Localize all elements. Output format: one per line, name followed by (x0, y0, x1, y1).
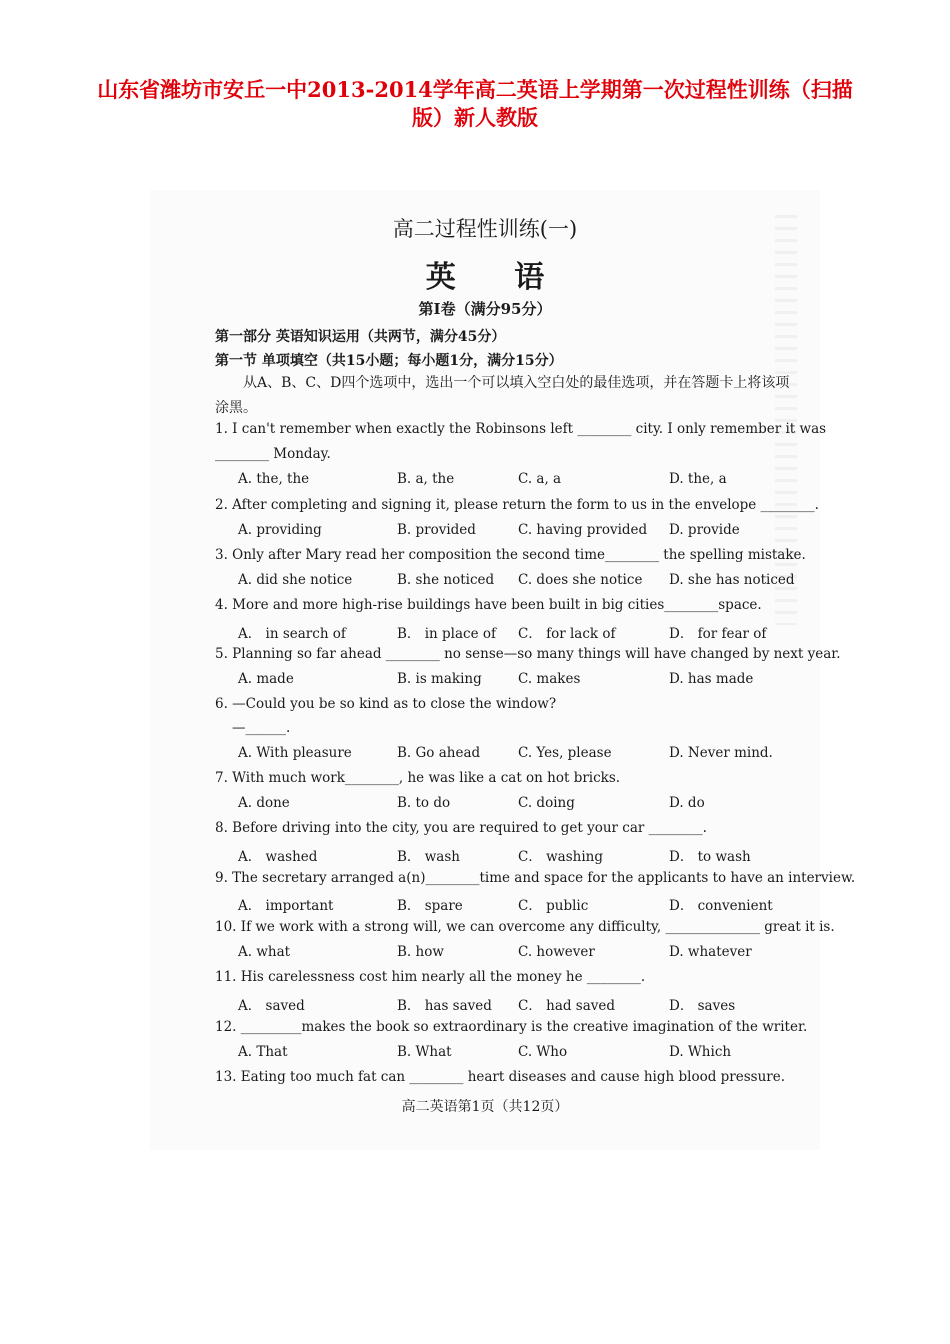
option-6a: A. With pleasure (238, 745, 352, 761)
option-11c: C． had saved (518, 998, 616, 1014)
option-5c: C. makes (518, 671, 581, 687)
option-10c: C. however (518, 944, 595, 960)
option-1d: D. the, a (669, 471, 727, 487)
question-4: 4. More and more high-rise buildings have been built in big cities________space. (215, 597, 762, 613)
instructions: 从A、B、C、D四个选项中，选出一个可以填入空白处的最佳选项，并在答题卡上将该项涂黑。 (215, 375, 790, 416)
option-5d: D. has made (669, 671, 754, 687)
question-6-reply: —______. (232, 720, 291, 736)
page-footer: 高二英语第1页（共12页） (401, 1099, 569, 1115)
option-3d: D. she has noticed (669, 572, 795, 588)
question-5: 5. Planning so far ahead ________ no sense—so many things will have changed by next year. (215, 646, 841, 662)
question-8: 8. Before driving into the city, you are required to get your car ________. (215, 820, 707, 836)
question-6: 6. —Could you be so kind as to close the window? (215, 696, 557, 712)
option-2c: C. having provided (518, 522, 648, 538)
option-11b: B． has saved (397, 998, 492, 1014)
volume-heading: 第Ⅰ卷（满分95分） (418, 300, 552, 318)
option-6d: D. Never mind. (669, 745, 773, 761)
option-1a: A. the, the (238, 471, 310, 487)
section-heading: 第一节 单项填空（共15小题；每小题1分，满分15分） (215, 353, 563, 369)
option-2b: B. provided (397, 522, 476, 538)
option-8c: C． washing (518, 849, 604, 865)
option-6b: B. Go ahead (397, 745, 481, 761)
option-7a: A. done (238, 795, 290, 811)
option-10d: D. whatever (669, 944, 752, 960)
option-7b: B. to do (397, 795, 451, 811)
option-4b: B． in place of (397, 626, 496, 642)
option-12c: C. Who (518, 1044, 568, 1060)
option-12d: D. Which (669, 1044, 732, 1060)
question-1-cont: ________ Monday. (215, 446, 331, 462)
option-4c: C． for lack of (518, 626, 616, 642)
option-5a: A. made (238, 671, 294, 687)
option-8a: A． washed (238, 849, 318, 865)
question-7: 7. With much work________, he was like a cat on hot bricks. (215, 770, 621, 786)
option-9c: C． public (518, 898, 589, 914)
question-1: 1. I can't remember when exactly the Robinsons left ________ city. I only remember it was (215, 421, 827, 437)
document-title: 山东省潍坊市安丘一中2013-2014学年高二英语上学期第一次过程性训练（扫描版）新人教版 (97, 77, 853, 130)
option-1b: B. a, the (397, 471, 455, 487)
option-7c: C. doing (518, 795, 575, 811)
question-12: 12. _________makes the book so extraordinary is the creative imagination of the writer. (215, 1019, 808, 1035)
exam-title: 高二过程性训练(一) (392, 217, 578, 241)
option-7d: D. do (669, 795, 705, 811)
option-9a: A． important (238, 898, 334, 914)
option-11d: D． saves (669, 998, 736, 1014)
option-10b: B. how (397, 944, 444, 960)
question-10: 10. If we work with a strong will, we can overcome any difficulty, ______________ great it is. (215, 919, 835, 935)
question-13: 13. Eating too much fat can ________ heart diseases and cause high blood pressure. (215, 1069, 786, 1085)
option-10a: A. what (238, 944, 291, 960)
option-3a: A. did she notice (238, 572, 353, 588)
question-3: 3. Only after Mary read her composition the second time________ the spelling mistake. (215, 547, 806, 563)
option-8d: D． to wash (669, 849, 751, 865)
question-9: 9. The secretary arranged a(n)________time and space for the applicants to have an interview. (215, 870, 856, 886)
option-6c: C. Yes, please (518, 745, 612, 761)
option-4a: A． in search of (238, 626, 346, 642)
option-3c: C. does she notice (518, 572, 643, 588)
option-12a: A. That (238, 1044, 288, 1060)
option-2d: D. provide (669, 522, 740, 538)
option-1c: C. a, a (518, 471, 562, 487)
part-heading: 第一部分 英语知识运用（共两节，满分45分） (215, 329, 506, 345)
option-5b: B. is making (397, 671, 482, 687)
option-12b: B. What (397, 1044, 452, 1060)
option-3b: B. she noticed (397, 572, 495, 588)
option-9b: B． spare (397, 898, 463, 914)
option-8b: B． wash (397, 849, 460, 865)
option-11a: A． saved (238, 998, 305, 1014)
option-9d: D． convenient (669, 898, 773, 914)
question-2: 2. After completing and signing it, please return the form to us in the envelope ________. (215, 497, 819, 513)
exam-subject: 英 语 (425, 260, 569, 295)
option-4d: D． for fear of (669, 626, 767, 642)
option-2a: A. providing (238, 522, 322, 538)
question-11: 11. His carelessness cost him nearly all the money he ________. (215, 969, 646, 985)
